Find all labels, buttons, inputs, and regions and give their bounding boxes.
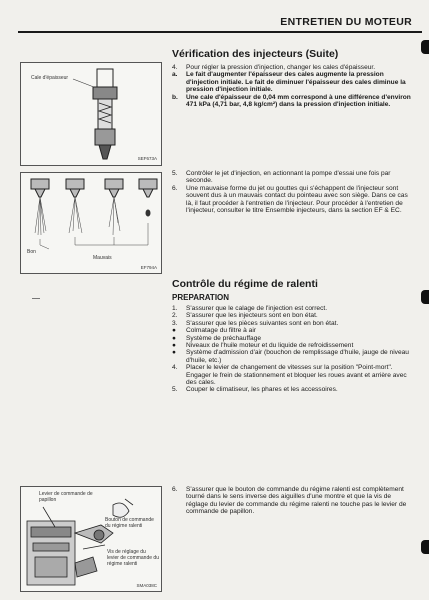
figure-idle-control: [20, 486, 162, 592]
figure-spray-patterns: [20, 172, 162, 274]
label-good: Bon: [27, 249, 36, 255]
section-idle-speed: [172, 278, 412, 394]
binder-mark: [421, 40, 429, 54]
list-item: ● Colmatage du filtre à air: [172, 327, 257, 335]
list-item: a. Le fait d'augmenter l'épaisseur des cales augmente la pression d'injection initiale. Le fait de diminuer l'épaisseur des cales diminue la pression d'injection initiale.: [172, 71, 406, 94]
spray-drawing: [21, 173, 161, 273]
list-item: b. Une cale d'épaisseur de 0,04 mm correspond à une différence d'environ 471 kPa (4,71 bar, 4,8 kg/cm²) dans la pression d'injection initiale.: [172, 93, 411, 109]
injector-steps: [172, 64, 412, 108]
margin-mark: [32, 298, 40, 299]
list-item: ● Niveaux de l'huile moteur et du liquide de refroidissement: [172, 342, 354, 350]
injector-steps-continued: [172, 170, 412, 214]
label-idle-screw: Vis de réglage du levier de commande du régime ralenti: [107, 549, 159, 567]
page-title: ENTRETIEN DU MOTEUR: [280, 16, 412, 28]
page-header: [18, 4, 422, 34]
list-item: 6. S'assurer que le bouton de commande du régime ralenti est complètement tourné dans le sens inverse des aiguilles d'une montre et que la vis de réglage du levier de commande du régime ralenti ne touche pas le levier de commande de papillon.: [172, 486, 407, 516]
idle-step-6: [172, 486, 412, 516]
idle-preparation-steps: [172, 305, 412, 394]
binder-mark: [421, 540, 429, 554]
list-item: 5. Couper le climatiseur, les phares et les accessoires.: [172, 386, 338, 394]
list-item: 6. Une mauvaise forme du jet ou gouttes qui s'échappent de l'injecteur sont souvent dus à un mauvais contact du pointeau avec son siège. Dans ce cas là, il faut procéder à l'entretien de l'injecteur. Pour procéder à l'entretien de l'injecteur, consulter le titre Ensemble injecteurs, dans la section EF & EC.: [172, 184, 408, 215]
figure-code: SMA038C: [136, 583, 157, 588]
label-idle-knob: Bouton de commande du régime ralenti: [105, 517, 154, 529]
header-rule: [18, 31, 422, 33]
list-item: 4. Pour régler la pression d'injection, changer les cales d'épaisseur.: [172, 64, 376, 71]
section-subtitle: PREPARATION: [172, 293, 230, 302]
figure-code: EF794A: [140, 265, 157, 270]
binder-mark: [421, 290, 429, 304]
list-item: ● Système de préchauffage: [172, 334, 262, 342]
list-item: ● Système d'admission d'air (bouchon de remplissage d'huile, jauge de niveau d'huile, etc.): [172, 349, 409, 364]
label-throttle-lever: Levier de commande de papillon: [39, 491, 93, 503]
section-title: Vérification des injecteurs (Suite): [172, 48, 339, 60]
list-item: 1. S'assurer que le calage de l'injection est correct.: [172, 305, 328, 312]
injector-steps-2: [172, 170, 412, 214]
list-item: 5. Contrôler le jet d'injection, en actionnant la pompe d'essai une fois par seconde.: [172, 170, 391, 185]
injector-drawing: [21, 63, 161, 165]
list-item: 3. S'assurer que les pièces suivantes sont en bon état.: [172, 319, 339, 327]
figure-injector-shim: [20, 62, 162, 166]
list-item: 2. S'assurer que les injecteurs sont en bon état.: [172, 312, 318, 320]
figure-code: SEF673A: [137, 156, 157, 161]
label-shim: Cale d'épaisseur: [31, 75, 69, 81]
section-title: Contrôle du régime de ralenti: [172, 278, 318, 290]
label-bad: Mauvais: [93, 255, 112, 261]
section-injector-check: [172, 48, 412, 108]
list-item: 4. Placer le levier de changement de vitesses sur la position "Point-mort". Engager le frein de stationnement et bloquer les roues avant et arrière avec des cales.: [172, 364, 407, 387]
idle-step-6-list: [172, 486, 412, 516]
